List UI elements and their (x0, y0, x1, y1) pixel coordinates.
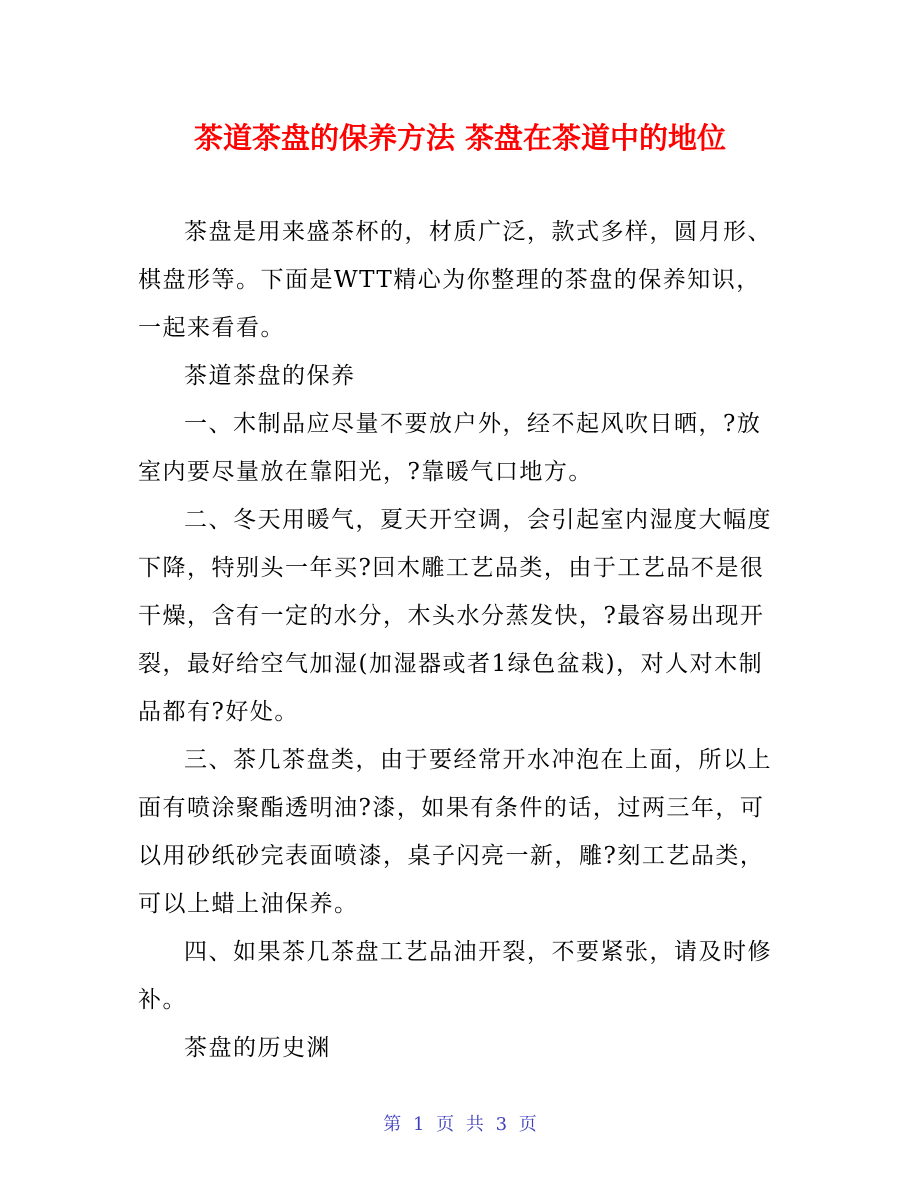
document-body (138, 208, 782, 1072)
paragraph-care-4: 四、如果茶几茶盘工艺品油开裂，不要紧张，请及时修补。 (138, 939, 772, 1013)
page-number-footer: 第 1 页 共 3 页 (383, 1114, 537, 1135)
paragraph-intro: 茶盘是用来盛茶杯的，材质广泛，款式多样，圆月形、棋盘形等。下面是WTT精心为你整理的茶盘的保养知识，一起来看看。 (138, 219, 772, 341)
document-title: 茶道茶盘的保养方法 茶盘在茶道中的地位 (193, 121, 727, 155)
paragraph-care-2: 二、冬天用暖气，夏天开空调，会引起室内湿度大幅度下降，特别头一年买?回木雕工艺品类，由于工艺品不是很干燥，含有一定的水分，木头水分蒸发快，?最容易出现开裂，最好给空气加湿(加湿器或者1绿色盆栽)，对人对木制品都有?好处。 (138, 507, 772, 725)
paragraph-care-3: 三、茶几茶盘类，由于要经常开水冲泡在上面，所以上面有喷涂聚酯透明油?漆，如果有条件的话，过两三年，可以用砂纸砂完表面喷漆，桌子闪亮一新，雕?刻工艺品类，可以上蜡上油保养。 (138, 747, 772, 917)
section-heading-history: 茶盘的历史渊 (184, 1035, 331, 1061)
paragraph-care-1: 一、木制品应尽量不要放户外，经不起风吹日晒，?放室内要尽量放在靠阳光，?靠暖气口地方。 (138, 411, 762, 485)
section-heading-care: 茶道茶盘的保养 (184, 363, 356, 389)
